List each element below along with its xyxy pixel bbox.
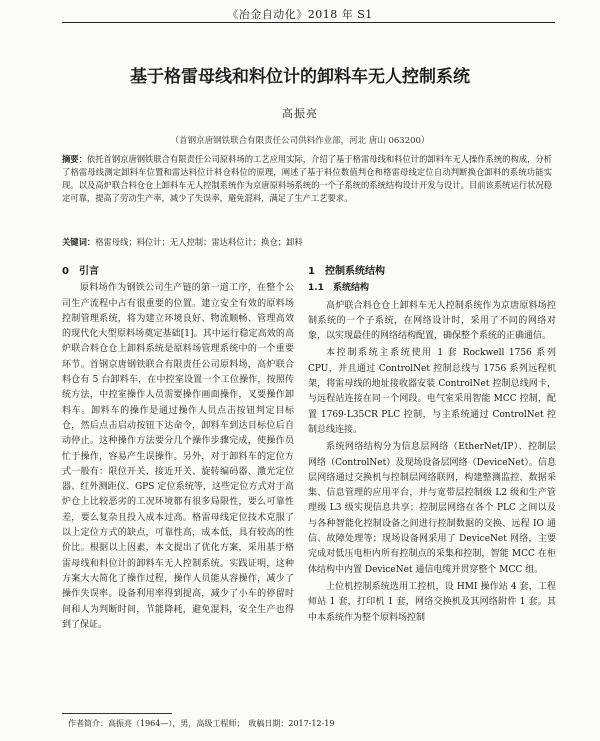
article-author: 高振亮 <box>282 107 318 120</box>
keywords-text: 格雷母线；料位计；无人控制；雷达料位计；换仓；卸料 <box>95 237 303 247</box>
abstract <box>62 153 552 205</box>
abstract-label: 摘要： <box>62 154 87 164</box>
footnote: 作者简介：高振亮（1964—），男，高级工程师； 收稿日期：2017-12-19 <box>68 719 335 728</box>
keywords <box>62 236 552 249</box>
paragraph: 原料场作为钢铁公司生产链的第一道工序，在整个公司生产流程中占有很重要的位置。建立安全有效的原料场控制管理系统，将为建立环境良好、物流顺畅、管理高效的现代化大型原料场奠定基础[1]。其中运行稳定高效的高炉联合料仓仓上卸料系统是原料场管理系统中的一个重要环节。首钢京唐钢铁联合有限责任公司原料场，高炉联合料仓有 5 台卸料车，在中控室设置一个工位操作，按照传统方法，中控室操作人员需要操作画面操作，叉要操作卸料车。卸料车的操作是通过操作人员点击按钮判定目标仓，然后点击启动按钮下达命令，卸料车到达目标位后自动停止。这种操作方法要分几个操作步骤完成，使操作员忙于操作，容易产生误操作。另外，对于卸料车的定位方式一般有：限位开关、接近开关、旋转编码器、激光定位器、红外测距仪、GPS 定位系统等，这些定位方式对于高炉仓上比较恶劣的工况环境都有很多局限性，要么可靠性差，要么复杂且投入成本过高。格雷母线定位技术克服了以上定位方式的缺点，可靠性高，成本低，具有较高的性价比。根据以上因素，本文提出了优化方案，采用基于格雷母线和料位计的卸料车无人控制系统。实践证明，这种方案大大简化了操作过程，操作人员能从容操作，减少了操作失误率。设备利用率得到提高，减少了小车的停留时间和人为判断时间，节能降耗，避免混料，安全生产也得到了保证。 <box>62 283 294 630</box>
left-column <box>62 264 294 633</box>
paragraph: 上位机控制系统选用工控机，设 HMI 操作站 4 套，工程师站 1 套，打印机 1 套，网络交换机及其网络附件 1 套。其中本系统作为整个原料场控制 <box>308 581 556 623</box>
paragraph: 系统网络结构分为信息层网络（EtherNet/IP）、控制层网络（ControlNet）及现场设备层网络（DeviceNet）。信息层网络通过交换机与控制层网络联网，构建整测监控、数据采集、信息管理的应用平台，并与宽带层控制级 L2 级和生产管理级 L3 级实现信息共享；控制层网络在各个 PLC 之间以及与各种智能化控制设备之间进行控制数据的交换、远程 IO 通信、故障处理等；现场设备网采用了 DeviceNet 网络，主要完成对低压电柜内所有控制点的采集和控制，智能 MCC 在柜体结构中内置 DeviceNet 通信电缆并贯穿整个 MCC 组。 <box>308 442 556 575</box>
article-affiliation: （首钢京唐钢铁联合有限责任公司供料作业部，河北 唐山 063200） <box>170 136 430 146</box>
subsection-heading: 1.1 系统结构 <box>308 283 369 294</box>
abstract-text: 依托首钢京唐钢铁联合有限责任公司原料场的工艺应用实际，介绍了基于格雷母线和料位计的卸料车无人操作系统的构成，分析了格雷母线测定卸料车位置和雷达料位计料仓料位的原理，阐述了基于料位数值判仓和格雷母线定位自动判断换仓卸料的系统功能实现。以及高炉联合料仓仓上卸料车无人控制系统作为京唐原料场系统的一个子系统的系统结构设计开发与设计。目前该系统运行状况稳定可靠，提高了劳动生产率，减少了失误率，避免混料，满足了生产工艺要求。 <box>62 154 552 203</box>
right-column <box>308 264 556 626</box>
section-heading-system-structure: 1 控制系统结构 <box>308 266 385 277</box>
keywords-label: 关键词： <box>62 237 96 247</box>
footnote-rule <box>62 713 172 714</box>
running-head: 《冶金自动化》2018 年 S1 <box>227 8 373 21</box>
article-title: 基于格雷母线和料位计的卸料车无人控制系统 <box>130 67 470 87</box>
header-rule <box>62 22 555 23</box>
paragraph: 高炉联合料仓仓上卸料车无人控制系统作为京唐原料场控制系统的一个子系统，在网络设计时，采用了不同的网络对象，以实现最佳的网络结构配置，确保整个系统的正确通信。 <box>308 300 556 342</box>
paragraph: 本控制系统主系统使用 1 套 Rockwell 1756 系列 CPU，并且通过 ControlNet 控制总线与 1756 系列远程机架，将雷母线的地址接收器安装 ControlNet 控制总线网卡，与远程站连接在同一个网段。电气室采用智能 MCC 控制，配置 1769-L35CR PLC 控制，与主系统通过 ControlNet 控制总线连接。 <box>308 348 556 435</box>
section-heading-introduction: 0 引言 <box>62 266 99 277</box>
